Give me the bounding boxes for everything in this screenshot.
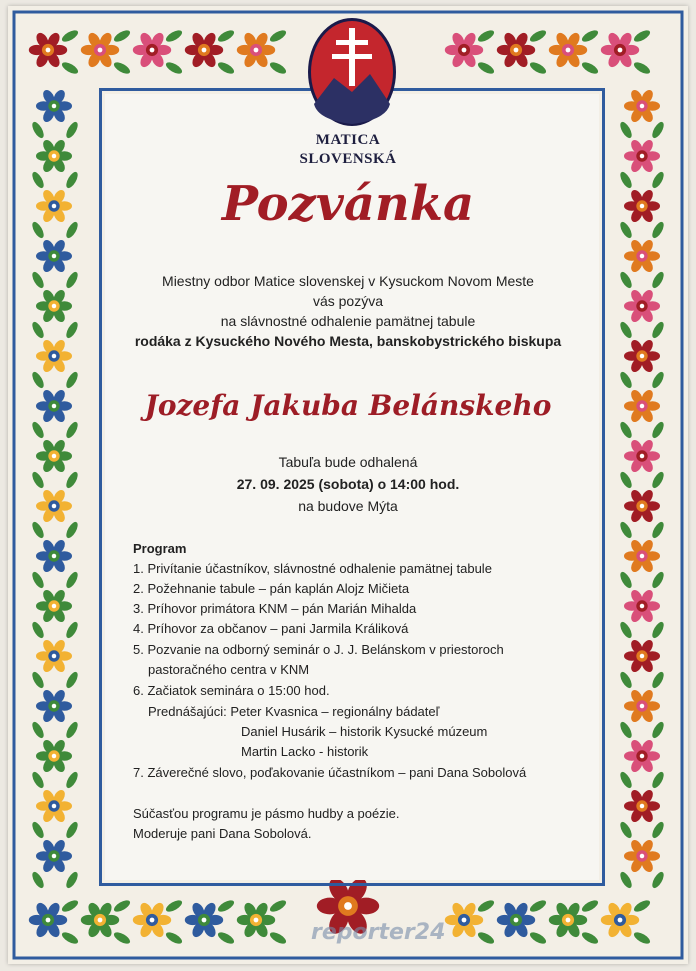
program-item: 7. Záverečné slovo, poďakovanie účastníkom – pani Dana Sobolová <box>133 765 527 780</box>
invitation-poster <box>8 6 688 964</box>
intro-line: vás pozýva <box>312 293 384 309</box>
program-item: 4. Príhovor za občanov – pani Jarmila Králiková <box>133 621 409 636</box>
speaker-line: Daniel Husárik – historik Kysucké múzeum <box>241 724 488 739</box>
program-item: 3. Príhovor primátora KNM – pán Marián Mihalda <box>133 601 417 616</box>
speaker-line: Prednášajúci: Peter Kvasnica – regionálny bádateľ <box>148 704 440 719</box>
footer-line: Moderuje pani Dana Sobolová. <box>133 826 312 841</box>
event-datetime: 27. 09. 2025 (sobota) o 14:00 hod. <box>236 476 460 492</box>
speaker-line: Martin Lacko - historik <box>241 744 369 759</box>
program-item: 2. Požehnanie tabule – pán kaplán Alojz Mičieta <box>133 581 410 596</box>
program-item-continued: pastoračného centra v KNM <box>148 662 310 677</box>
intro-line-bold: rodáka z Kysuckého Nového Mesta, banskobystrického biskupa <box>134 333 562 349</box>
intro-line: Miestny odbor Matice slovenskej v Kysuckom Novom Meste <box>162 273 534 289</box>
logo-text-bottom: SLOVENSKÁ <box>299 151 397 167</box>
watermark: reporter24 <box>311 920 446 945</box>
event-place: na budove Mýta <box>298 498 398 514</box>
program-heading: Program <box>133 541 187 556</box>
program-item: 6. Začiatok seminára o 15:00 hod. <box>133 683 330 698</box>
invitation-title: Pozvánka <box>221 176 475 232</box>
cross-on-hills-emblem <box>306 16 398 128</box>
footer-line: Súčasťou programu je pásmo hudby a poézie. <box>133 806 400 821</box>
program-item: 1. Privítanie účastníkov, slávnostné odhalenie pamätnej tabule <box>133 561 492 576</box>
program-item: 5. Pozvanie na odborný seminár o J. J. Belánskom v priestoroch <box>133 642 504 657</box>
logo-text-top: MATICA <box>315 132 381 148</box>
honoree-name: Jozefa Jakuba Belánskeho <box>144 389 552 422</box>
intro-line: na slávnostné odhalenie pamätnej tabule <box>220 313 476 329</box>
event-line: Tabuľa bude odhalená <box>278 454 418 470</box>
